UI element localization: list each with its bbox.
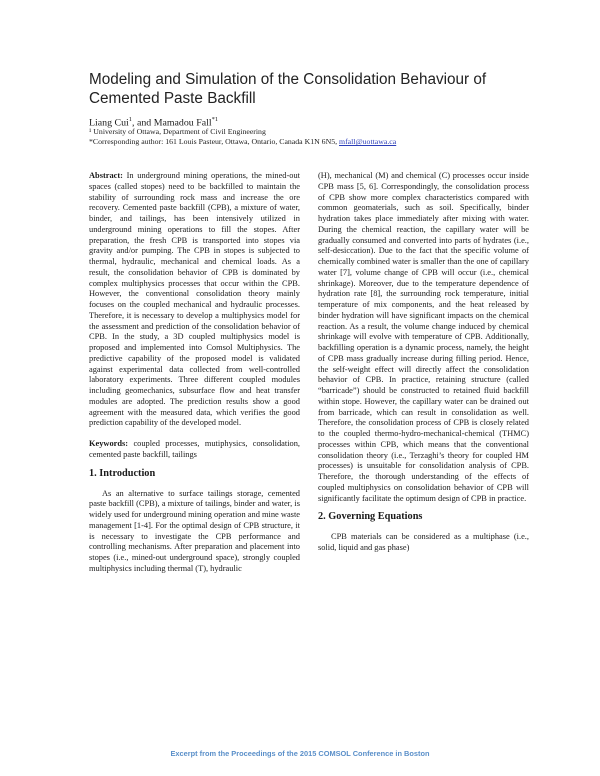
section-2-heading: 2. Governing Equations bbox=[318, 511, 423, 523]
corresponding-author-line bbox=[89, 137, 529, 147]
author-joiner: , and Mamadou Fall bbox=[132, 117, 212, 129]
affiliation-line: ¹ University of Ottawa, Department of Civil Engineering bbox=[89, 127, 266, 136]
keywords-paragraph bbox=[89, 439, 300, 461]
abstract-text: In underground mining operations, the mined-out spaces (called stopes) need to be backfilled to maintain the stability of surrounding rock mass and increase the ore recovery. Cemented paste backfill (CPB), a mixture of water, binder, and tailings, has been intensively utilized in underground mining operations to fill the stopes. After preparation, the fresh CPB is transported into stopes via gravity and/or pumping. The CPB in stopes is subjected to thermal, hydraulic, mechanical and chemical loads. As a result, the consolidation behavior of CPB is dominated by complex multiphysics processes that occur within the CPB. However, the conventional consolidation theory mainly focuses on the coupled mechanical and hydraulic processes. Therefore, it is necessary to develop a multiphysics model for the assessment and prediction of the consolidation behavior of CPB. In the study, a 3D coupled multiphysics model is proposed and implemented into Comsol Multiphysics. The predictive capability of the proposed model is validated against experimental data collected from well-controlled laboratory experiments. Three different coupled modules including geomechanics, subsurface flow and heat transfer modules are adopted. The prediction results show a good agreement with the measured data, which verifies the good prediction capability of the developed model. bbox=[89, 171, 300, 428]
paper-title: Modeling and Simulation of the Consolidation Behaviour of Cemented Paste Backfill bbox=[89, 71, 487, 107]
author-2-mark: *1 bbox=[211, 116, 219, 123]
right-column-paragraph: (H), mechanical (M) and chemical (C) processes occur inside CPB mass [5, 6]. Correspondingly, the consolidation process of CPB show more complex characteristics compared with common geomaterials, such as soil. Specifically, binder hydration takes place immediately after mixing with water. During the chemical reaction, the capillary water will be gradually consumed and converted into parts of hydrates (i.e., self-desiccation). Due to the fact that the specific volume of chemically combined water is smaller than the one of capillary water [7], volume change of CPB will occur (i.e., chemical shrinkage). Moreover, due to the temperature dependence of hydration rate [8], the surrounding rock temperature, initial temperature of mix components, and the heat released by binder hydration will have significant impacts on the chemical reaction. As a result, the volume change induced by chemical shrinkage will evolve with temperature of CPB. Additionally, backfilling operation is a dynamic process, namely, the height of CPB mass gradually increase during filling period. Hence, the self-weight effect will directly affect the consolidation behavior of CPB. In practice, retaining structure (called “barricade”) should be constructed to retained fluid backfill within stope. However, the capillary water can be drained out from barricade, which can result in consolidation as well. Therefore, the consolidation process of CPB is closely related to the coupled thermo-hydro-mechanical-chemical (THMC) processes within CPB, which means that the conventional consolidation theory (i.e., Terzaghi’s theory for coupled HM processes) is unsuitable for consolidation analysis of CPB. Therefore, the thorough understanding of the effects of coupled multiphysics on consolidation behavior of CPB will significantly facilitate the optimum design of CPB in practice. bbox=[318, 171, 529, 503]
author-email-link[interactable]: mfall@uottawa.ca bbox=[339, 137, 397, 146]
abstract-label: Abstract: bbox=[89, 171, 123, 180]
author-1-mark: 1 bbox=[128, 116, 133, 123]
keywords-label: Keywords: bbox=[89, 439, 129, 448]
keywords-text: coupled processes, mutiphysics, consolidation, cemented paste backfill, tailings bbox=[89, 439, 300, 459]
section-1-paragraph: As an alternative to surface tailings storage, cemented paste backfill (CPB), a mixture of tailings, binder and water, is widely used for underground mining operation and mine waste management [1-4]. For the optimal design of CPB structure, it is necessary to investigate the CPB performance and controlling mechanisms. After preparation and placement into stopes (i.e., mined-out underground space), strongly coupled multiphysics including thermal (T), hydraulic bbox=[89, 488, 300, 573]
right-column bbox=[318, 171, 529, 554]
left-column bbox=[89, 171, 300, 575]
conference-footer: Excerpt from the Proceedings of the 2015 COMSOL Conference in Boston bbox=[170, 749, 430, 758]
section-1-heading: 1. Introduction bbox=[89, 467, 156, 479]
abstract-paragraph bbox=[89, 171, 300, 429]
author-1-name: Liang Cui bbox=[89, 117, 129, 129]
corresponding-address: *Corresponding author: 161 Louis Pasteur, Ottawa, Ontario, Canada K1N 6N5, bbox=[89, 137, 340, 146]
section-2-paragraph: CPB materials can be considered as a multiphase (i.e., solid, liquid and gas phase) bbox=[318, 532, 529, 552]
